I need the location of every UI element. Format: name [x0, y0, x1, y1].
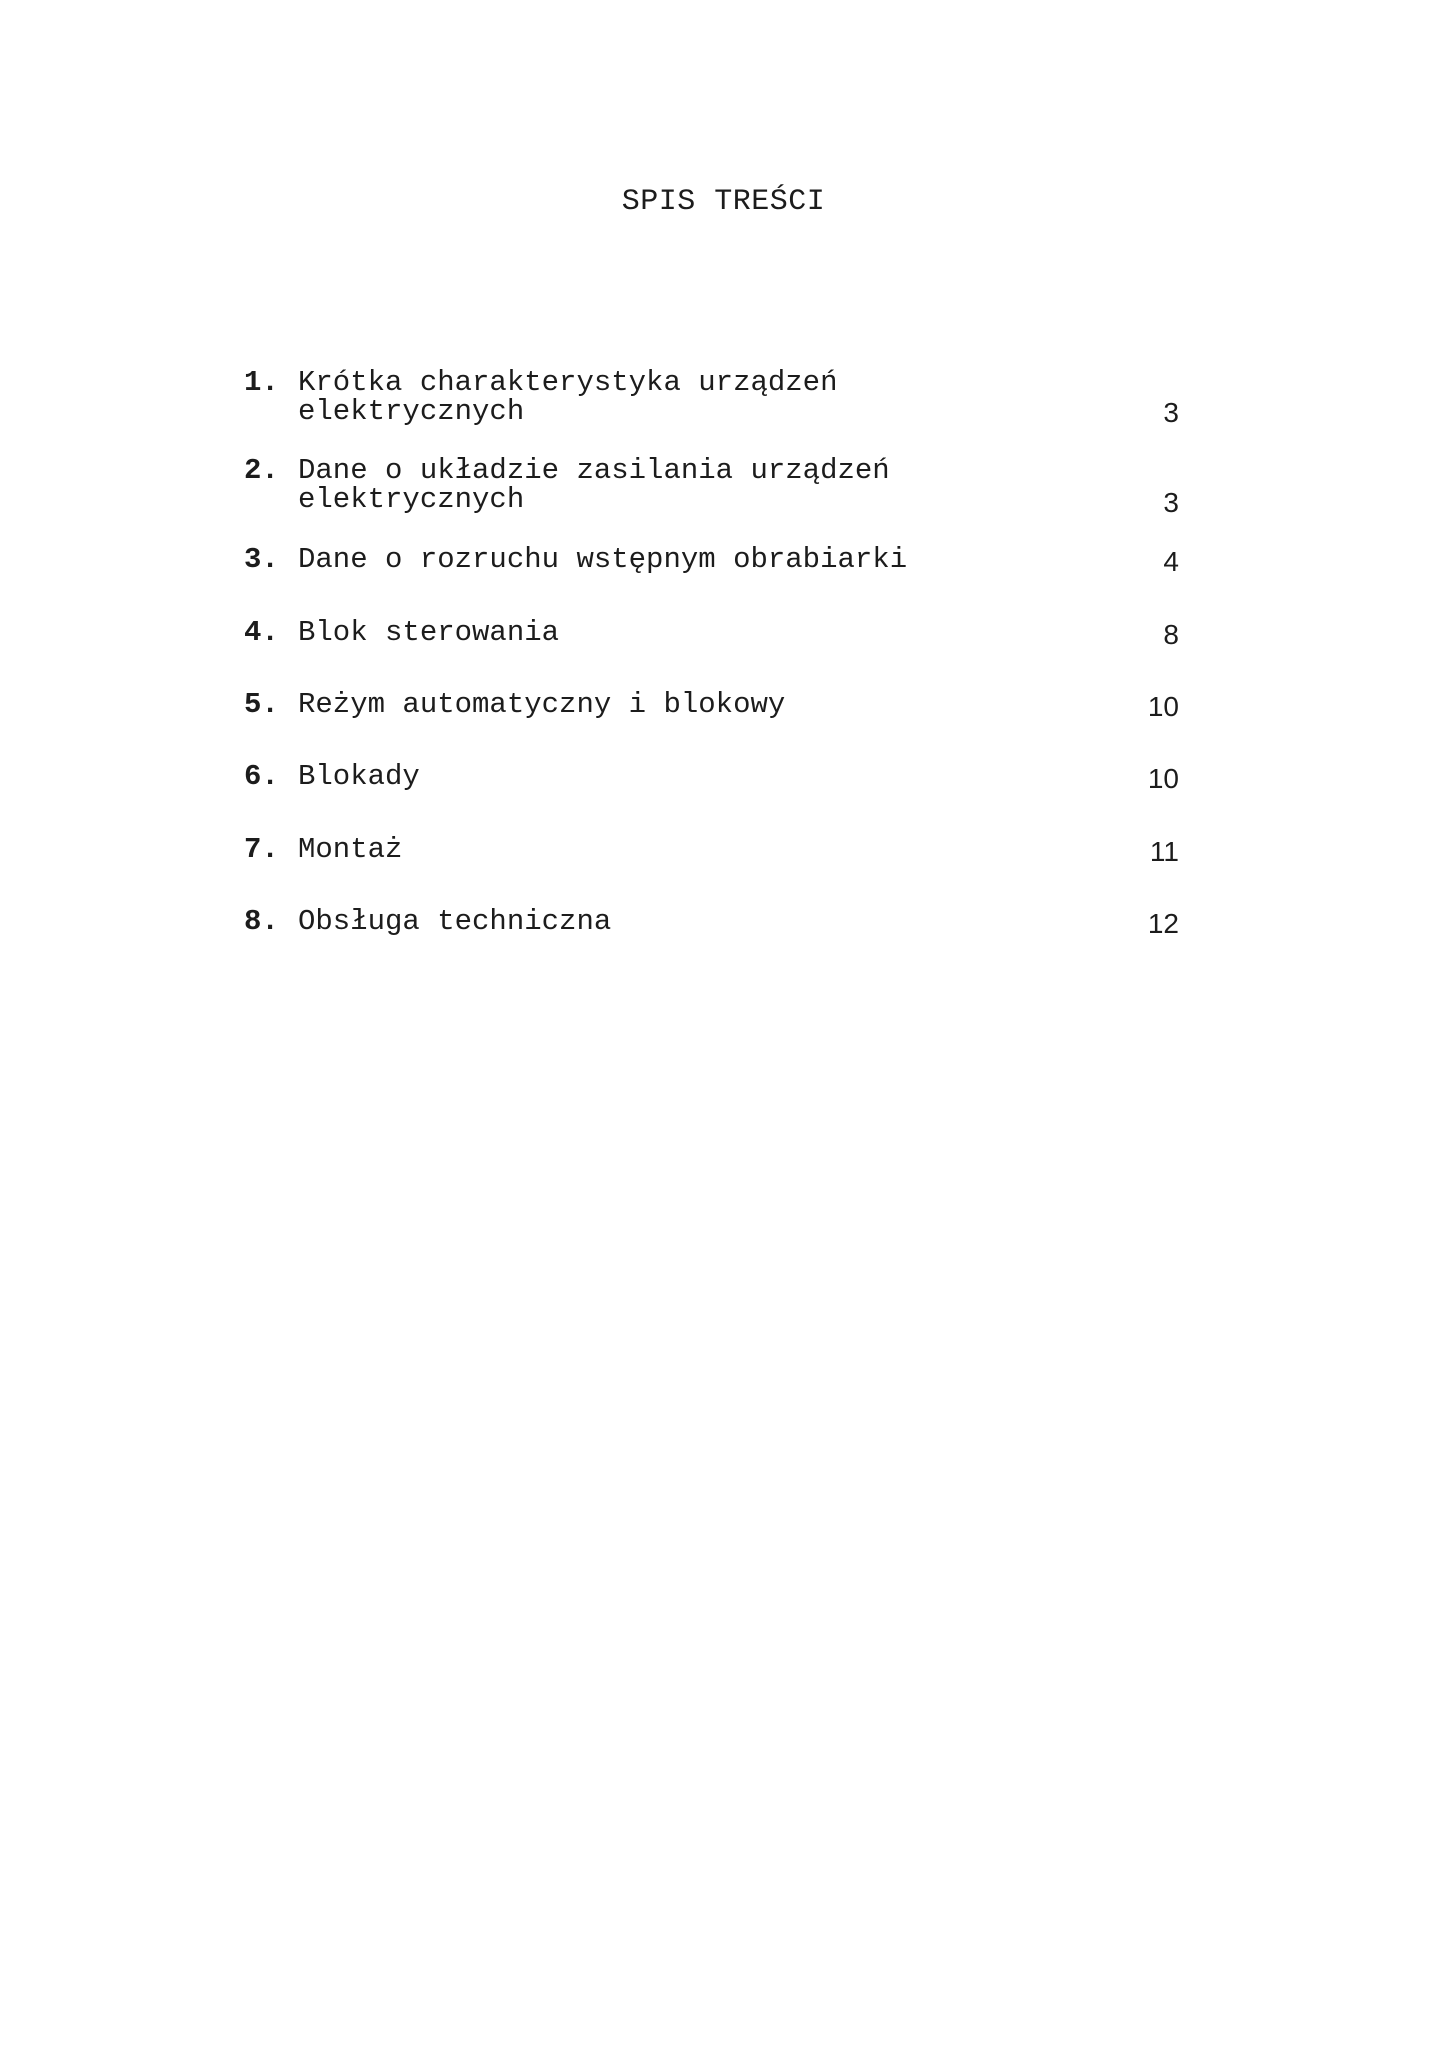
toc-entry-number: 7.: [244, 833, 279, 866]
page-title: SPIS TREŚCI: [621, 185, 826, 219]
toc-entry-number: 4.: [244, 616, 279, 649]
toc-entry-number: 2.: [244, 454, 279, 487]
toc-entry-number: 1.: [244, 366, 279, 399]
toc-entry-title-line: Dane o rozruchu wstępnym obrabiarki: [298, 543, 908, 576]
toc-entry-title-line: Obsługa techniczna: [298, 905, 612, 938]
toc-entry-title-line: Reżym automatyczny i blokowy: [298, 688, 786, 721]
toc-entry-number: 3.: [244, 543, 279, 576]
toc-entry-page: 10: [1147, 691, 1179, 722]
toc-entry-title-line: Krótka charakterystyka urządzeń: [298, 366, 838, 399]
toc-entry-number: 8.: [244, 905, 279, 938]
toc-entry-page: 3: [1163, 487, 1179, 518]
toc-entry-title-line: elektrycznych: [298, 395, 525, 428]
toc-entry-number: 5.: [244, 688, 279, 721]
toc-entry-number: 6.: [244, 760, 279, 793]
toc-entry-page: 4: [1163, 546, 1179, 577]
toc-entry-title: [298, 907, 1098, 936]
toc-entry-title-line: Dane o układzie zasilania urządzeń: [298, 454, 890, 487]
toc-entry-title: [298, 545, 1098, 574]
toc-entry-page: 12: [1147, 908, 1179, 939]
toc-entry-title: [298, 618, 1098, 647]
toc-entry-title-line: Blok sterowania: [298, 616, 560, 649]
toc-entry-page: 10: [1147, 763, 1179, 794]
toc-entry-title: [298, 835, 1098, 864]
toc-entry-title: [298, 368, 1098, 426]
toc-entry-title-line: Montaż: [298, 833, 403, 866]
toc-entry-page: 3: [1163, 397, 1179, 428]
toc-entry-title: [298, 690, 1098, 719]
toc-entry-page: 11: [1149, 836, 1179, 867]
table-of-contents: [244, 0, 1179, 1000]
toc-entry-title-line: elektrycznych: [298, 483, 525, 516]
toc-entry-title: [298, 456, 1098, 514]
toc-entry-title: [298, 762, 1098, 791]
toc-entry-title-line: Blokady: [298, 760, 420, 793]
toc-entry-page: 8: [1163, 619, 1179, 650]
